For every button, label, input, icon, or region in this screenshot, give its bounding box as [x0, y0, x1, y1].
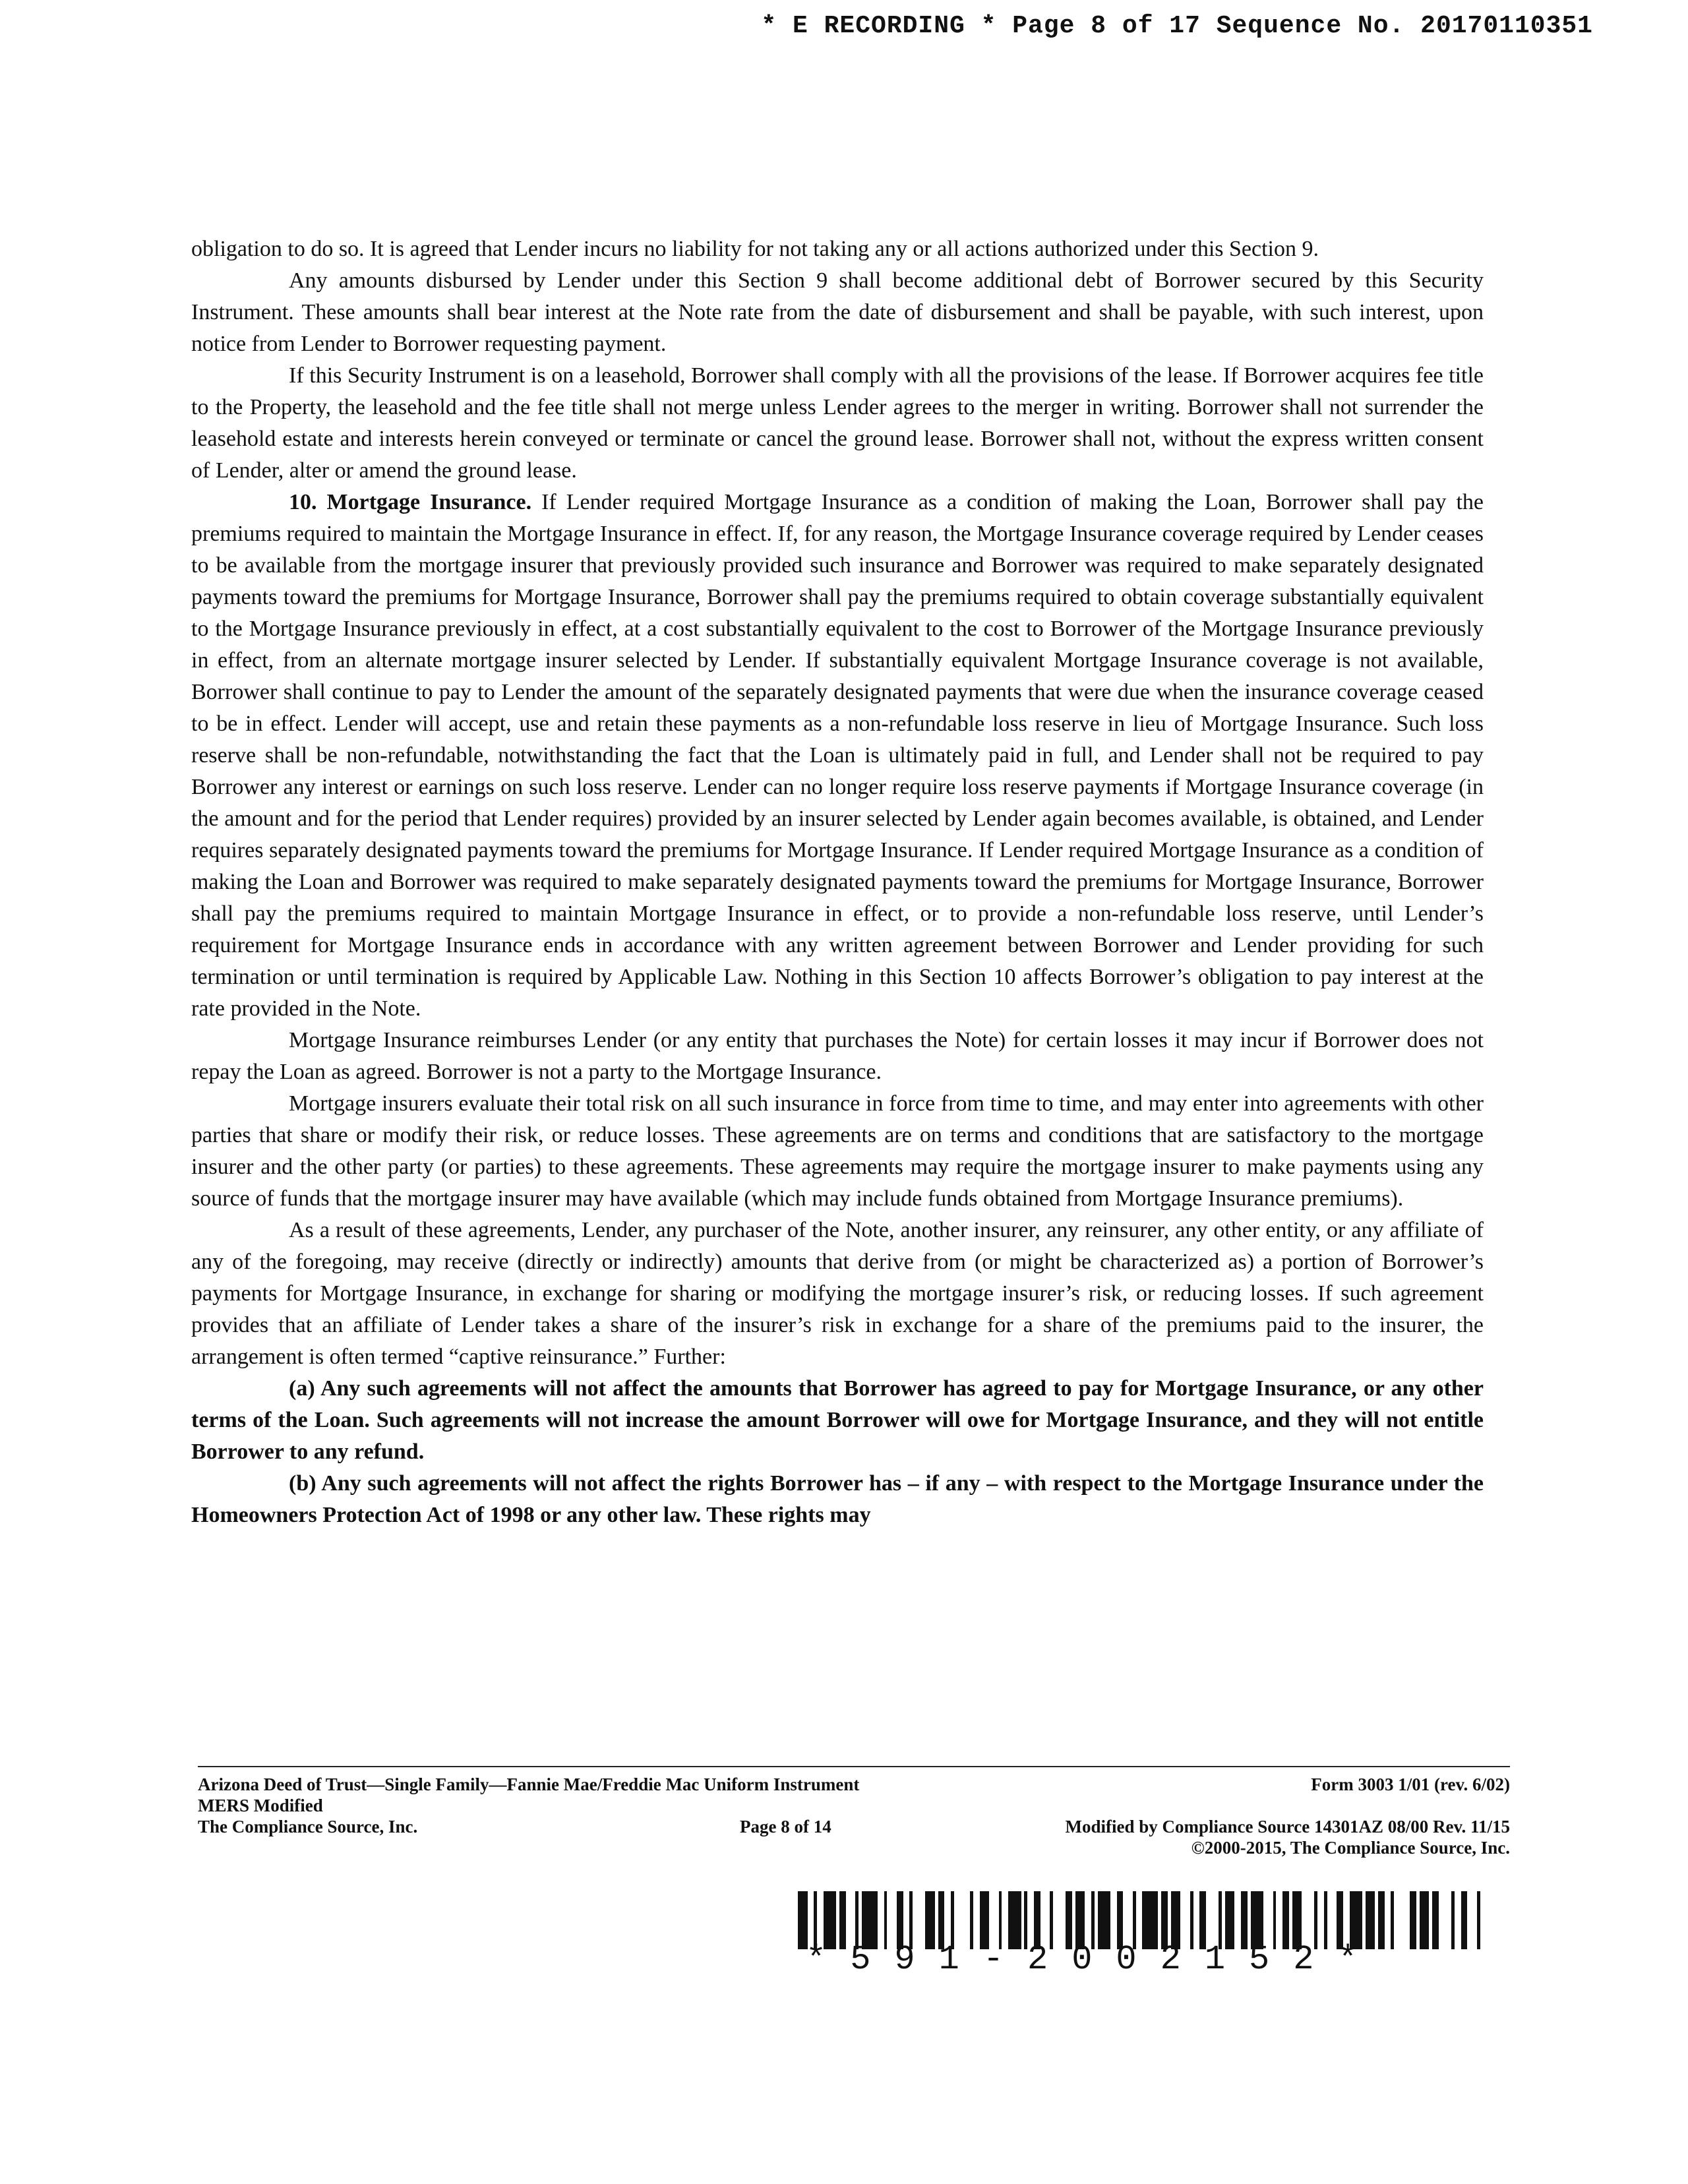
- copyright: ©2000-2015, The Compliance Source, Inc.: [1191, 1838, 1510, 1858]
- mers-label: MERS Modified: [198, 1796, 323, 1815]
- paragraph-agreements-result: As a result of these agreements, Lender, any purchaser of the Note, another insurer, any reinsurer, any other entity, or any affiliate of any of the foregoing, may receive (directly or indirectly) amounts that derive from (or might be characterized as) a portion of Borrower’s payments for Mortgage Insurance, in exchange for sharing or modifying the mortgage insurer’s risk, or reducing losses. If such agreement provides that an affiliate of Lender takes a share of the insurer’s risk in exchange for a share of the premiums paid to the insurer, the arrangement is often termed “captive reinsurance.” Further:: [191, 1218, 1484, 1369]
- page-number: Page 8 of 14: [740, 1817, 831, 1836]
- form-number: Form 3003 1/01 (rev. 6/02): [1311, 1774, 1510, 1794]
- section-10-heading: 10. Mortgage Insurance.: [289, 490, 532, 514]
- paragraph-clause-a: (a) Any such agreements will not affect the amounts that Borrower has agreed to pay for Mortgage Insurance, or any other terms of the Loan. Such agreements will not increase the amount Borrower will owe for Mortgage Insurance, and they will not entitle Borrower to any refund.: [191, 1376, 1484, 1464]
- section-10-text: If Lender required Mortgage Insurance as a condition of making the Loan, Borrower shall pay the premiums required to maintain the Mortgage Insurance in effect. If, for any reason, the Mortgage Insurance coverage required by Lender ceases to be available from the mortgage insurer that previously provided such insurance and Borrower was required to make separately designated payments toward the premiums for Mortgage Insurance, Borrower shall pay the premiums required to obtain coverage substantially equivalent to the Mortgage Insurance previously in effect, at a cost substantially equivalent to the cost to Borrower of the Mortgage Insurance previously in effect, from an alternate mortgage insurer selected by Lender. If substantially equivalent Mortgage Insurance coverage is not available, Borrower shall continue to pay to Lender the amount of the separately designated payments that were due when the insurance coverage ceased to be in effect. Lender will accept, use and retain these payments as a non-refundable loss reserve in lieu of Mortgage Insurance. Such loss reserve shall be non-refundable, notwithstanding the fact that the Loan is ultimately paid in full, and Lender shall not be required to pay Borrower any interest or earnings on such loss reserve. Lender can no longer require loss reserve payments if Mortgage Insurance coverage (in the amount and for the period that Lender requires) provided by an insurer selected by Lender again becomes available, is obtained, and Lender requires separately designated payments toward the premiums for Mortgage Insurance. If Lender required Mortgage Insurance as a condition of making the Loan and Borrower was required to make separately designated payments toward the premiums for Mortgage Insurance, Borrower shall pay the premiums required to maintain Mortgage Insurance in effect, or to provide a non-refundable loss reserve, until Lender’s requirement for Mortgage Insurance ends in accordance with any written agreement between Borrower and Lender providing for such termination or until termination is required by Applicable Law. Nothing in this Section 10 affects Borrower’s obligation to pay interest at the rate provided in the Note.: [191, 490, 1484, 1021]
- paragraph-leasehold: If this Security Instrument is on a leasehold, Borrower shall comply with all the provisions of the lease. If Borrower acquires fee title to the Property, the leasehold and the fee title shall not merge unless Lender agrees to the merger in writing. Borrower shall not surrender the leasehold estate and interests herein conveyed or terminate or cancel the ground lease. Borrower shall not, without the express written consent of Lender, alter or amend the ground lease.: [191, 363, 1484, 483]
- document-body: [191, 233, 1484, 1531]
- barcode-text: *591-2002152*: [806, 1940, 1382, 1979]
- paragraph-mortgage-insurance: [191, 487, 1484, 1025]
- paragraph-section-9-end: obligation to do so. It is agreed that Lender incurs no liability for not taking any or all actions authorized under this Section 9.: [191, 237, 1319, 261]
- paragraph-mi-insurers: Mortgage insurers evaluate their total risk on all such insurance in force from time to time, and may enter into agreements with other parties that share or modify their risk, or reduce losses. These agreements are on terms and conditions that are satisfactory to the mortgage insurer and the other party (or parties) to these agreements. These agreements may require the mortgage insurer to make payments using any source of funds that the mortgage insurer may have available (which may include funds obtained from Mortgage Insurance premiums).: [191, 1091, 1484, 1211]
- company-name: The Compliance Source, Inc.: [198, 1817, 418, 1836]
- page-footer: [198, 1766, 1510, 1858]
- recording-stamp: * E RECORDING * Page 8 of 17 Sequence No. 20170110351: [761, 12, 1593, 40]
- paragraph-mi-reimburses: Mortgage Insurance reimburses Lender (or any entity that purchases the Note) for certain losses it may incur if Borrower does not repay the Loan as agreed. Borrower is not a party to the Mortgage Insurance.: [191, 1028, 1484, 1084]
- paragraph-disbursed-amounts: Any amounts disbursed by Lender under this Section 9 shall become additional debt of Borrower secured by this Security Instrument. These amounts shall bear interest at the Note rate from the date of disbursement and shall be payable, with such interest, upon notice from Lender to Borrower requesting payment.: [191, 268, 1484, 356]
- paragraph-clause-b: (b) Any such agreements will not affect the rights Borrower has – if any – with respect to the Mortgage Insurance under the Homeowners Protection Act of 1998 or any other law. These rights may: [191, 1471, 1484, 1527]
- form-title: Arizona Deed of Trust—Single Family—Fannie Mae/Freddie Mac Uniform Instrument: [198, 1774, 860, 1794]
- modified-by: Modified by Compliance Source 14301AZ 08/00 Rev. 11/15: [1065, 1817, 1510, 1836]
